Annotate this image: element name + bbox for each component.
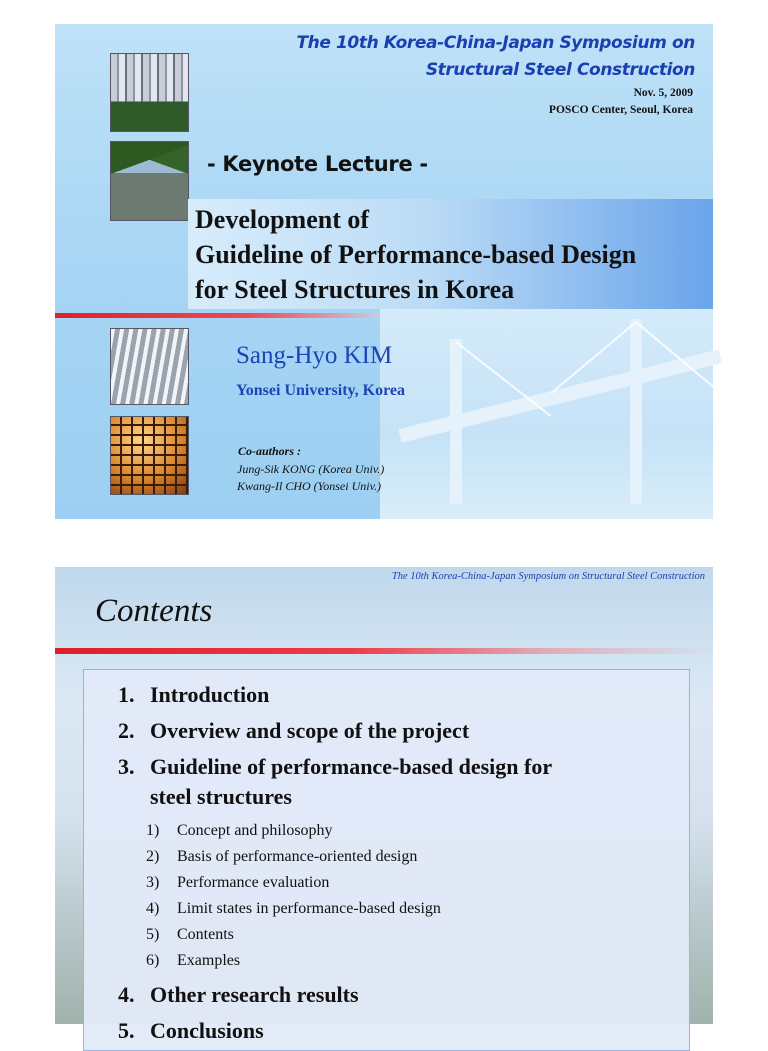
construction-photo [110,416,189,495]
toc-list [118,674,552,1046]
toc-item-label: Conclusions [150,1018,264,1043]
subitem-label: Examples [177,952,241,969]
toc-subitem [146,818,552,844]
contents-box [83,669,690,1051]
subitem-label: Basis of performance-oriented design [177,848,418,865]
toc-item [118,980,552,1010]
subitem-label: Concept and philosophy [177,822,333,839]
toc-item-label [150,752,552,812]
subitem-label: Limit states in performance-based design [177,900,441,917]
toc-item-label-line-1: Guideline of performance-based design for [150,754,553,779]
author-name: Sang-Hyo KIM [236,342,393,369]
city-photo [110,53,189,132]
title-slide [55,24,713,519]
subitem-number: 3) [146,874,160,891]
toc-item-label: Overview and scope of the project [150,718,470,743]
toc-subitem [146,948,552,974]
subitem-label: Performance evaluation [177,874,330,891]
bridge-photo [380,309,713,519]
title-line-1: Development of [195,205,370,234]
lecture-title [195,202,636,307]
toc-item-number: 1. [118,682,135,707]
toc-item [118,1016,552,1046]
toc-item-number: 2. [118,718,135,743]
slide-title: Contents [95,593,213,629]
red-divider [55,648,713,654]
subitem-label: Contents [177,926,234,943]
toc-subitem [146,870,552,896]
toc-subitem [146,844,552,870]
toc-item-label: Other research results [150,982,359,1007]
toc-item [118,716,552,746]
symposium-line-1: The 10th Korea-China-Japan Symposium on [296,33,695,53]
date-venue [549,85,693,119]
toc-item [118,680,552,710]
toc-subitem [146,922,552,948]
event-date: Nov. 5, 2009 [633,87,693,99]
slide-header: The 10th Korea-China-Japan Symposium on Structural Steel Construction [391,571,705,582]
coauthors-list [237,461,384,495]
coauthor-1: Jung-Sik KONG (Korea Univ.) [237,462,385,476]
toc-item-label-line-2: steel structures [150,784,292,809]
red-divider [55,313,380,318]
keynote-label: - Keynote Lecture - [207,152,428,176]
author-affiliation: Yonsei University, Korea [236,382,406,399]
toc-item-label: Introduction [150,682,270,707]
coauthor-2: Kwang-Il CHO (Yonsei Univ.) [237,479,381,493]
road-photo [110,141,189,221]
title-line-2: Guideline of Performance-based Design [195,240,637,269]
subitem-number: 6) [146,952,160,969]
toc-sublist [146,818,552,974]
coauthors-label: Co-authors : [238,444,302,458]
toc-item-number: 3. [118,754,135,779]
symposium-name [296,30,695,84]
dam-photo [110,328,189,405]
subitem-number: 5) [146,926,160,943]
title-line-3: for Steel Structures in Korea [195,275,515,304]
subitem-number: 2) [146,848,160,865]
toc-item [118,752,552,812]
contents-slide [55,567,713,1043]
subitem-number: 4) [146,900,160,917]
event-venue: POSCO Center, Seoul, Korea [548,104,693,116]
symposium-line-2: Structural Steel Construction [425,60,695,80]
toc-item-number: 5. [118,1018,135,1043]
toc-subitem [146,896,552,922]
subitem-number: 1) [146,822,160,839]
toc-item-number: 4. [118,982,135,1007]
